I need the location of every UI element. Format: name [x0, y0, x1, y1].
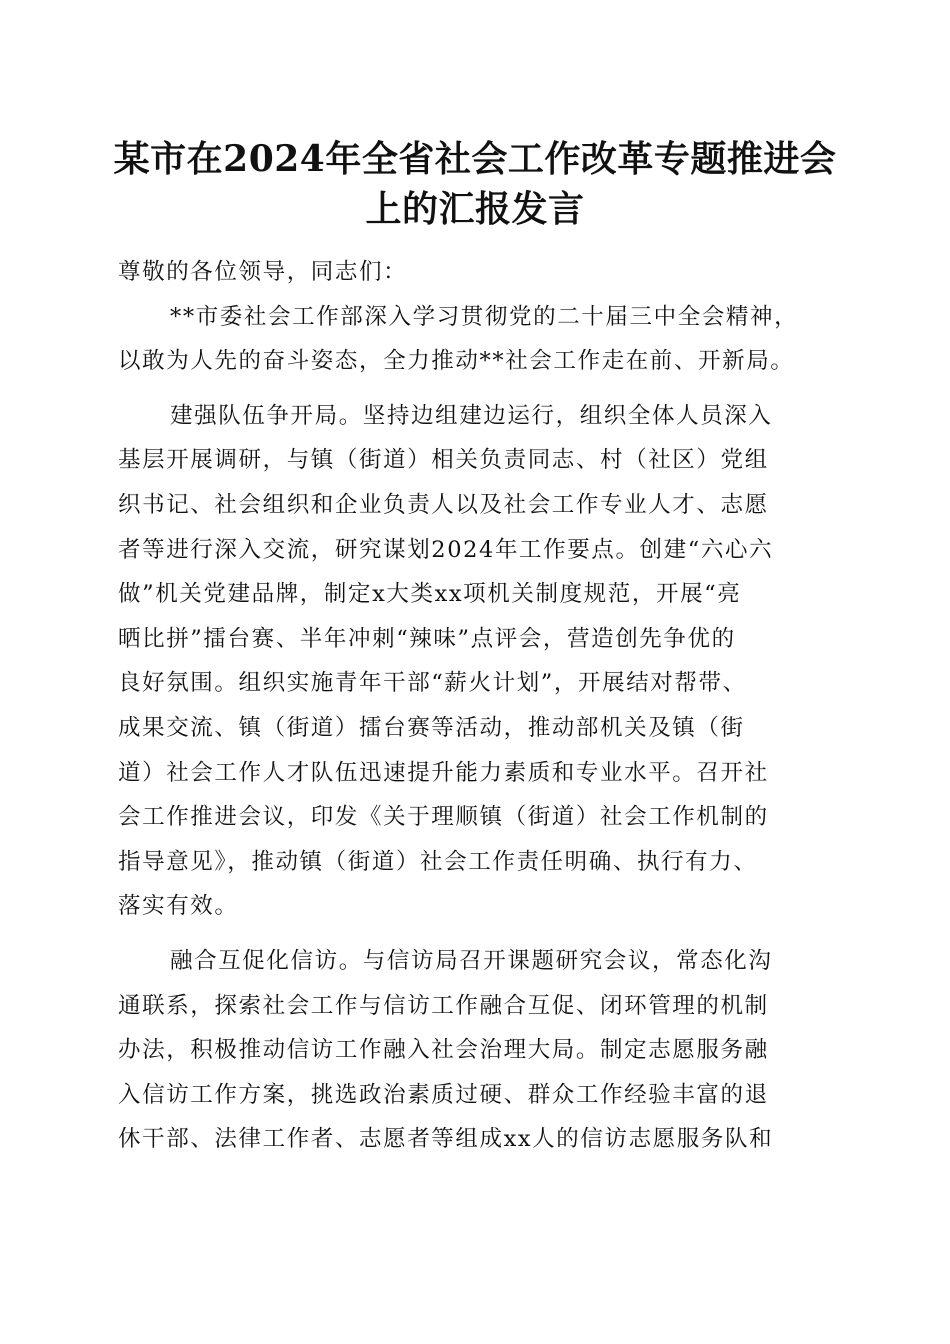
paragraph-line: 会工作推进会议，印发《关于理顺镇（街道）社会工作机制的 [118, 804, 769, 831]
paragraph-line: 织书记、社会组织和企业负责人以及社会工作专业人才、志愿 [118, 491, 769, 518]
paragraph-line: 入信访工作方案，挑选政治素质过硬、群众工作经验丰富的退 [118, 1081, 769, 1108]
paragraph-line: 成果交流、镇（街道）擂台赛等活动，推动部机关及镇（街 [118, 714, 745, 741]
salutation: 尊敬的各位领导，同志们： [118, 259, 408, 285]
paragraph-line: 融合互促化信访。与信访局召开课题研究会议，常态化沟 [170, 947, 773, 974]
paragraph-petition [118, 939, 830, 1162]
paragraph-line: 做”机关党建品牌，制定x大类xx项机关制度规范，开展“亮 [118, 581, 742, 608]
paragraph-line: 落实有效。 [118, 893, 239, 920]
paragraph-line: 建强队伍争开局。坚持边组建边运行，组织全体人员深入 [170, 402, 773, 429]
paragraph-line: 道）社会工作人才队伍迅速提升能力素质和专业水平。召开社 [118, 759, 769, 786]
title-line-2: 上的汇报发言 [365, 188, 585, 230]
title-line-1: 某市在2024年全省社会工作改革专题推进会 [113, 138, 837, 180]
paragraph-team-building [118, 394, 830, 929]
paragraph-line: 者等进行深入交流，研究谋划2024年工作要点。创建“六心六 [118, 536, 774, 563]
paragraph-line: **市委社会工作部深入学习贯彻党的二十届三中全会精神， [170, 303, 799, 330]
paragraph-line: 良好氛围。组织实施青年干部“薪火计划”，开展结对帮带、 [118, 670, 747, 697]
paragraph-line: 基层开展调研，与镇（街道）相关负责同志、村（社区）党组 [118, 447, 769, 474]
paragraph-line: 晒比拼”擂台赛、半年冲刺“辣味”点评会，营造创先争优的 [118, 625, 736, 652]
paragraph-line: 办法，积极推动信访工作融入社会治理大局。制定志愿服务融 [118, 1037, 769, 1064]
paragraph-intro [118, 295, 830, 384]
paragraph-line: 指导意见》，推动镇（街道）社会工作责任明确、执行有力、 [118, 848, 758, 875]
paragraph-line: 休干部、法律工作者、志愿者等组成xx人的信访志愿服务队和 [118, 1126, 774, 1153]
document-body [118, 250, 830, 1162]
document-title [80, 134, 870, 234]
paragraph-line: 通联系，探索社会工作与信访工作融合互促、闭环管理的机制 [118, 992, 769, 1019]
paragraph-line: 以敢为人先的奋斗姿态，全力推动**社会工作走在前、开新局。 [118, 348, 795, 375]
